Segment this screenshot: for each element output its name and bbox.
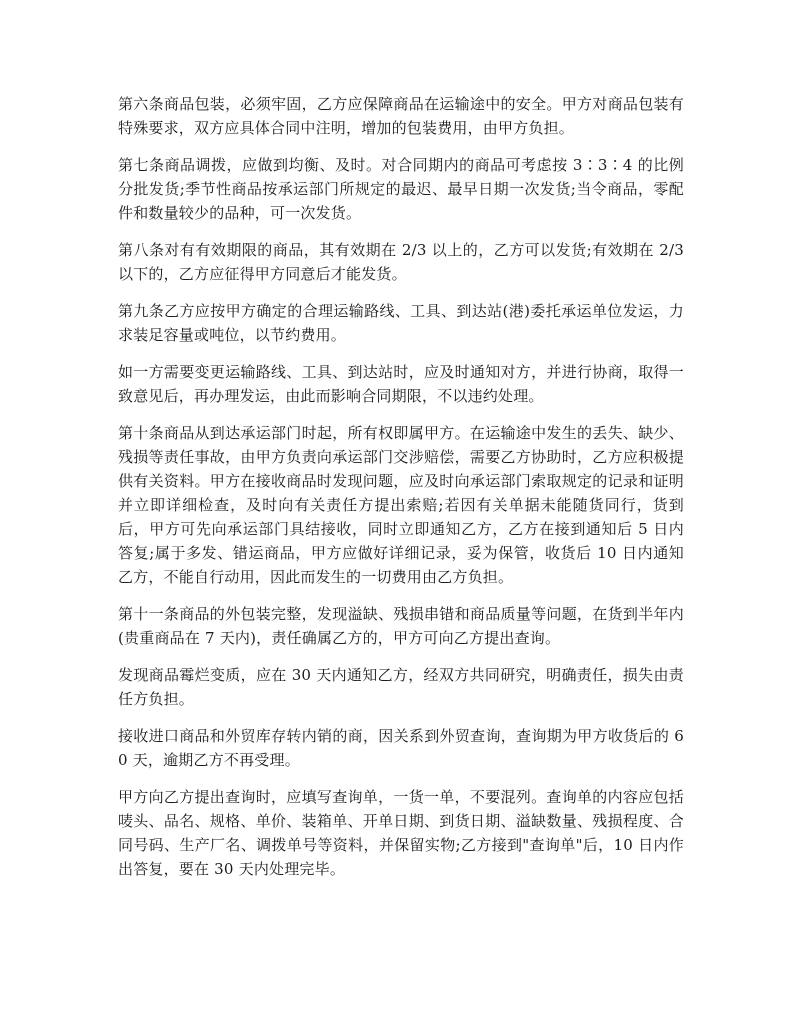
paragraph-article-6: 第六条商品包装，必须牢固，乙方应保障商品在运输途中的安全。甲方对商品包装有特殊要求，双方应具体合同中注明，增加的包装费用，由甲方负担。 — [118, 95, 684, 137]
document-body — [118, 92, 684, 894]
paragraph-article-11: 第十一条商品的外包装完整，发现溢缺、残损串错和商品质量等问题，在货到半年内(贵重商品在 7 天内)，责任确属乙方的，甲方可向乙方提出查询。 — [118, 605, 684, 647]
paragraph-article-9: 第九条乙方应按甲方确定的合理运输路线、工具、到达站(港)委托承运单位发运，力求装足容量或吨位，以节约费用。 — [118, 302, 684, 344]
paragraph-route-change: 如一方需要变更运输路线、工具、到达站时，应及时通知对方，并进行协商，取得一致意见后，再办理发运，由此而影响合同期限，不以违约处理。 — [118, 363, 684, 405]
paragraph-spoilage: 发现商品霉烂变质，应在 30 天内通知乙方，经双方共同研究，明确责任，损失由责任方负担。 — [118, 666, 684, 708]
paragraph-article-10: 第十条商品从到达承运部门时起，所有权即属甲方。在运输途中发生的丢失、缺少、残损等责任事故，由甲方负责向承运部门交涉赔偿，需要乙方协助时，乙方应积极提供有关资料。甲方在接收商品时发现问题，应及时向承运部门索取规定的记录和证明并立即详细检查，及时向有关责任方提出索赔;若因有关单据未能随货同行，货到后，甲方可先向承运部门具结接收，同时立即通知乙方，乙方在接到通知后 5 日内答复;属于多发、错运商品，甲方应做好详细记录，妥为保管，收货后 10 日内通知乙方，不能自行动用，因此而发生的一切费用由乙方负担。 — [118, 424, 684, 586]
paragraph-imported-goods: 接收进口商品和外贸库存转内销的商，因关系到外贸查询，查询期为甲方收货后的 60 天，逾期乙方不再受理。 — [118, 727, 684, 769]
paragraph-inquiry-form: 甲方向乙方提出查询时，应填写查询单，一货一单，不要混列。查询单的内容应包括唛头、品名、规格、单价、装箱单、开单日期、到货日期、溢缺数量、残损程度、合同号码、生产厂名、调拨单号等资料，并保留实物;乙方接到"查询单"后，10 日内作出答复，要在 30 天内处理完毕。 — [118, 788, 684, 878]
paragraph-article-7: 第七条商品调拨，应做到均衡、及时。对合同期内的商品可考虑按 3∶3∶4 的比例分批发货;季节性商品按承运部门所规定的最迟、最早日期一次发货;当令商品，零配件和数量较少的品种，可一次发货。 — [118, 156, 684, 222]
paragraph-article-8: 第八条对有有效期限的商品，其有效期在 2/3 以上的，乙方可以发货;有效期在 2/3 以下的，乙方应征得甲方同意后才能发货。 — [118, 241, 684, 283]
